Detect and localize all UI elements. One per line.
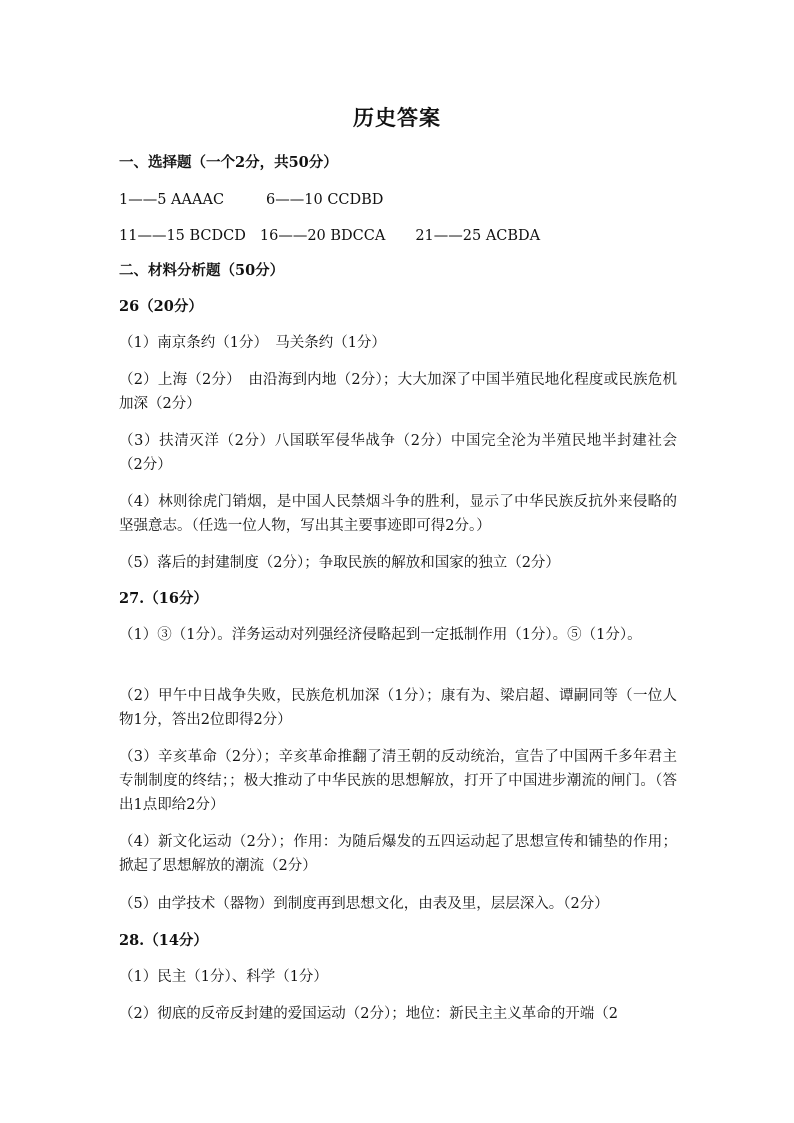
q26-answer-4: （4）林则徐虎门销烟，是中国人民禁烟斗争的胜利，显示了中华民族反抗外来侵略的坚强意志。（任选一位人物，写出其主要事迹即可得2分。） (119, 494, 677, 534)
mcq-row-1 (119, 188, 679, 212)
q28-answer-2: （2）彻底的反帝反封建的爱国运动（2分）；地位：新民主主义革命的开端（2 (119, 1006, 618, 1022)
page-title: 历史答案 (353, 105, 441, 130)
q26-answer-2: （2）上海（2分） 由沿海到内地（2分）；大大加深了中国半殖民地化程度或民族危机加深（2分） (119, 372, 677, 412)
q27-heading: 27.（16分） (119, 590, 208, 607)
mcq-group: 16——20 BDCCA (259, 228, 386, 244)
q28-answer-1: （1）民主（1分）、科学（1分） (119, 969, 328, 985)
q27-answer-4: （4）新文化运动（2分）；作用：为随后爆发的五四运动起了思想宣传和铺垫的作用；掀起了思想解放的潮流（2分） (119, 834, 677, 874)
mcq-group: 6——10 CCDBD (266, 192, 384, 208)
mcq-group: 21——25 ACBDA (415, 228, 541, 244)
section2-heading: 二、材料分析题（50分） (119, 262, 285, 279)
mcq-group: 1——5 AAAAC (119, 192, 225, 208)
q28-heading: 28.（14分） (119, 932, 208, 949)
q26-answer-1: （1）南京条约（1分） 马关条约（1分） (119, 335, 386, 351)
q27-answer-5: （5）由学技术（器物）到制度再到思想文化，由表及里，层层深入。（2分） (119, 896, 609, 912)
q26-answer-5: （5）落后的封建制度（2分）；争取民族的解放和国家的独立（2分） (119, 555, 560, 571)
q26-heading: 26（20分） (119, 298, 203, 315)
q26-answer-3: （3）扶清灭洋（2分）八国联军侵华战争（2分）中国完全沦为半殖民地半封建社会（2分） (119, 433, 677, 473)
q27-answer-3: （3）辛亥革命（2分）；辛亥革命推翻了清王朝的反动统治，宣告了中国两千多年君主专制制度的终结；；极大推动了中华民族的思想解放，打开了中国进步潮流的闸门。（答出1点即给2分） (119, 749, 677, 813)
section1-heading: 一、选择题（一个2分，共50分） (119, 154, 338, 171)
q27-answer-2: （2）甲午中日战争失败，民族危机加深（1分）；康有为、梁启超、谭嗣同等（一位人物1分，答出2位即得2分） (119, 688, 677, 728)
mcq-group: 11——15 BCDCD (119, 228, 246, 244)
mcq-row-2 (119, 224, 679, 248)
q27-answer-1: （1）③（1分）。洋务运动对列强经济侵略起到一定抵制作用（1分）。⑤（1分）。 (119, 627, 642, 643)
